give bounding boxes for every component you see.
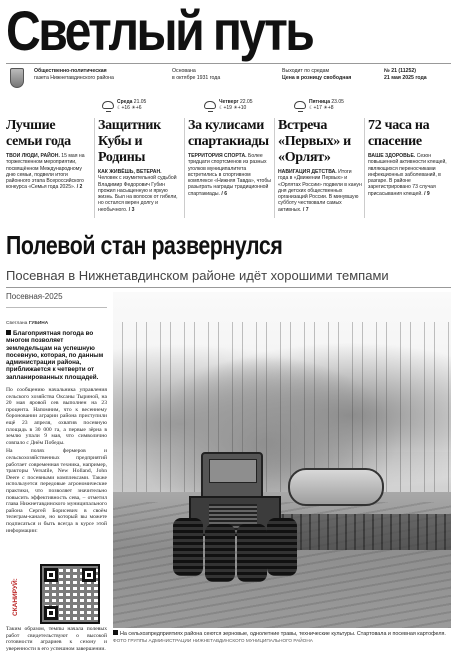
teaser-page: / 6 — [221, 190, 228, 197]
weather-day — [204, 99, 253, 111]
article-photo — [113, 292, 451, 628]
divider — [364, 118, 365, 218]
teaser-page: / 3 — [128, 206, 135, 213]
weather-day-name: Четверг — [219, 99, 239, 105]
founded-line-2: в октябре 1931 года — [172, 74, 221, 81]
byline-name: ГУБИНА — [28, 321, 49, 326]
teaser-item[interactable] — [98, 118, 182, 213]
teaser-item[interactable] — [368, 118, 452, 197]
divider — [274, 118, 275, 218]
founded-line-1: Основана — [172, 68, 196, 74]
weather-day — [294, 99, 344, 111]
founded-info — [172, 68, 220, 81]
tractor-wheel — [237, 524, 267, 582]
teaser-page: / 7 — [302, 206, 309, 213]
divider — [184, 118, 185, 218]
teaser-kicker: КАК ЖИВЁШЬ, ВЕТЕРАН. — [98, 169, 162, 175]
teaser-kicker: ТЕРРИТОРИЯ СПОРТА. — [188, 153, 247, 159]
teaser-title[interactable]: Защитник Кубы и Родины — [98, 118, 161, 165]
masthead — [6, 2, 451, 60]
teaser-item[interactable] — [188, 118, 272, 197]
article-closing: Таким образом, темпы начала полевых работ свидетельствуют о высокой готовности аграриев к сезону и уверенности в его успешном завершении. — [6, 626, 107, 652]
weather-date: 21.05 — [133, 99, 147, 105]
qr-finder — [44, 606, 58, 620]
seeder-tank — [288, 468, 384, 506]
teaser-text: Более тридцати спортсменов из разных уголков муниципалитета встретились в спортивном комплексе «Нижняя Тавда», чтобы разыграть награды традиционной спартакиады. — [188, 153, 271, 197]
weather-strip — [6, 96, 451, 114]
tractor-cab — [201, 452, 263, 498]
article-body — [6, 387, 107, 534]
cloud-icon — [204, 101, 216, 109]
publisher-line-2: газета Нижнетавдинского района — [34, 74, 114, 81]
teaser-text: 15 мая на торжественном мероприятии, посвящённом Международному дню семьи, подвели итоги районного этапа Всероссийского конкурса «Семья года 2025». — [6, 153, 85, 191]
teaser-kicker: ВАШЕ ЗДОРОВЬЕ. — [368, 153, 416, 159]
teaser-title[interactable]: За кулисами спартакиады — [188, 118, 269, 149]
teaser-kicker: ТВОИ ЛЮДИ, РАЙОН. — [6, 153, 60, 159]
tractor-wheel — [173, 518, 203, 576]
schedule-line-1: Выходит по средам — [282, 68, 330, 74]
issue-info — [384, 68, 427, 81]
article-lead-text: Благоприятная погода во многом позволяет земледельцам на успешную посевную, которая, по данным администрации района, приближается к четверти от запланированных площадей. — [6, 330, 104, 381]
scan-label: СКАНИРУЙ: — [12, 578, 19, 616]
qr-finder — [44, 568, 58, 582]
teaser-page: / 9 — [424, 190, 430, 197]
article-lead — [6, 330, 107, 381]
article-paragraph: По сообщению начальника управления сельского хозяйства Оксаны Тыриной, на 20 мая яровой сев выполнен на 23 процента. Напомним, что к весеннему бороновании аграрии района приступили ещё 23 апреля, охватив посевную площадь в 30 000 га, а первые зёрна в землю упали 9 мая, что символично совпало с Днём Победы. — [6, 387, 107, 446]
weather-day-name: Пятница — [309, 99, 330, 105]
teaser-item[interactable] — [278, 118, 362, 213]
caption-text: На сельхозпредприятиях района сеются зерновые, однолетние травы, технические культуры. Стартовала и посевная картофеля. — [120, 631, 446, 637]
article-byline — [6, 321, 107, 326]
bullet-mark — [6, 330, 11, 335]
seeder-implement — [273, 514, 451, 550]
weather-temps: ☾+19 ☀+10 — [219, 105, 247, 111]
tractor-wheel — [205, 524, 235, 582]
cloud-icon — [102, 101, 114, 109]
weather-temps: ☾+16 ☀+6 — [117, 105, 142, 111]
photo-credit: ФОТО ГРУППЫ АДМИНИСТРАЦИИ НИЖНЕТАВДИНСКОГО МУНИЦИПАЛЬНОГО РАЙОНА — [113, 637, 313, 643]
teaser-item[interactable] — [6, 118, 90, 191]
teaser-title[interactable]: Лучшие семьи года — [6, 118, 71, 149]
tractor-wheel — [267, 518, 297, 576]
article-headline: Полевой стан развернулся — [6, 230, 283, 260]
teaser-title[interactable]: 72 часа на спасение — [368, 118, 430, 149]
weather-temps: ☾+17 ☀+8 — [309, 105, 334, 111]
weather-day — [102, 99, 146, 111]
teaser-text: Человек с изумительной судьбой Владимир Федорович Губин прожил насыщенную и яркую жизнь. Был на волосок от гибели, но остался верен долгу и необычного. — [98, 175, 178, 213]
article-subheadline: Посевная в Нижнетавдинском районе идёт хорошими темпами — [6, 268, 389, 283]
publisher-info — [34, 68, 114, 81]
teaser-kicker: НАВИГАЦИЯ ДЕТСТВА. — [278, 169, 337, 175]
weather-day-name: Среда — [117, 99, 133, 105]
teaser-page: / 2 — [76, 184, 83, 191]
newspaper-title: Светлый путь — [6, 0, 313, 62]
teaser-text: Итоги года в «Движении Первых» и «Орлятах России» подвели в канун дня детских общественных организаций России. В минувшую субботу чествовали самых активных. — [278, 169, 362, 213]
article-text-column — [6, 292, 107, 536]
schedule-line-2: Цена в розницу свободная — [282, 74, 352, 81]
schedule-info — [282, 68, 351, 81]
issue-date: 21 мая 2025 года — [384, 74, 427, 81]
publisher-line-1: Общественно-политическая — [34, 68, 107, 74]
coat-of-arms-icon — [10, 68, 24, 88]
weather-date: 22.05 — [240, 99, 253, 105]
qr-code[interactable] — [40, 564, 100, 624]
article-paragraph: На полях фермеров и сельскохозяйственных предприятий работает современная техника, например, тракторы Versatile, New Holland, John Deere с посевными комплексами. Также используется передовые агрономические практики, что позволяет значительно повысить эффективность сева, – отметил глава Нижнетавдинского муниципального района Сергей Борисевич в своём телеграм-канале, но который вы можете подписаться и быть всегда в курсе этой информации: — [6, 448, 107, 534]
info-bar — [6, 63, 451, 93]
teaser-row — [6, 118, 451, 220]
weather-date: 23.05 — [331, 99, 344, 105]
byline-label: Светлана — [6, 321, 28, 326]
divider — [6, 287, 451, 288]
teaser-title[interactable]: Встреча «Первых» и «Орлят» — [278, 118, 351, 165]
divider — [94, 118, 95, 218]
teaser-text: Сезон повышенной активности клещей, являющихся переносчиками инфекционных заболеваний, в разгаре. В районе зарегистрировано 73 случая присасывания клещей. — [368, 153, 447, 197]
article-rubric: Посевная-2025 — [6, 292, 107, 308]
photo-caption — [113, 630, 451, 644]
photo-trees — [113, 322, 451, 492]
cloud-icon — [294, 101, 306, 109]
issue-number: № 21 (11252) — [384, 68, 417, 74]
qr-finder — [82, 568, 96, 582]
qr-block — [6, 562, 107, 626]
bullet-mark — [113, 630, 118, 635]
